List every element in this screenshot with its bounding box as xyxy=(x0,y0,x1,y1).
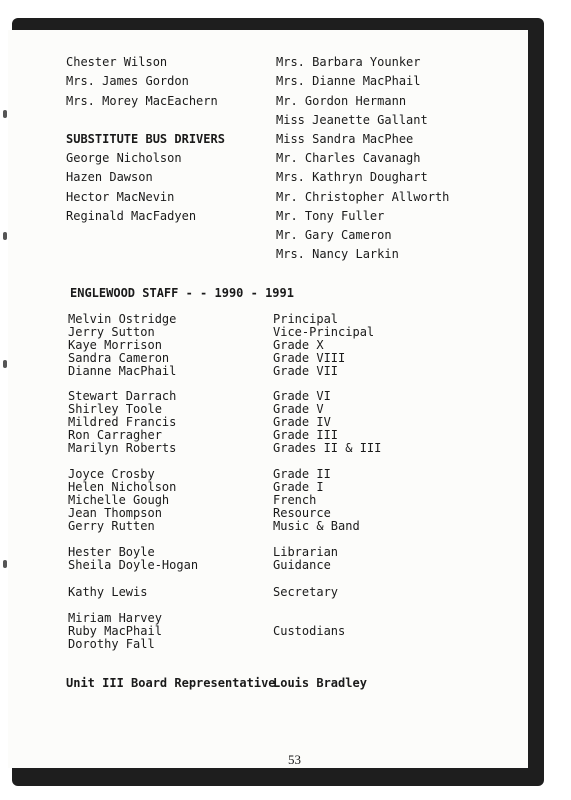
staff-role: Grade IV xyxy=(273,415,331,429)
right-column-name: Miss Sandra MacPhee xyxy=(276,132,414,146)
punch-hole xyxy=(3,110,7,118)
substitute-name: Hazen Dawson xyxy=(66,170,153,184)
staff-name: Gerry Rutten xyxy=(68,519,155,533)
punch-hole xyxy=(3,232,7,240)
staff-name: Shirley Toole xyxy=(68,402,162,416)
staff-name: Kathy Lewis xyxy=(68,585,148,599)
staff-role: Grade V xyxy=(273,402,324,416)
staff-name: Dorothy Fall xyxy=(68,637,155,651)
staff-name: Sheila Doyle-Hogan xyxy=(68,558,199,572)
board-rep-label: Unit III Board Representative xyxy=(66,676,276,690)
staff-name: Michelle Gough xyxy=(68,493,170,507)
staff-name: Joyce Crosby xyxy=(68,467,155,481)
staff-name: Ruby MacPhail xyxy=(68,624,162,638)
board-rep-name: Louis Bradley xyxy=(273,676,367,690)
staff-name: Marilyn Roberts xyxy=(68,441,177,455)
staff-role: Resource xyxy=(273,506,331,520)
staff-role: Grade VII xyxy=(273,364,339,378)
staff-heading: ENGLEWOOD STAFF - - 1990 - 1991 xyxy=(70,286,294,300)
right-column-name: Mrs. Dianne MacPhail xyxy=(276,74,421,88)
staff-role: French xyxy=(273,493,317,507)
staff-name: Dianne MacPhail xyxy=(68,364,177,378)
staff-name: Stewart Darrach xyxy=(68,389,177,403)
punch-hole xyxy=(3,560,7,568)
staff-role: Secretary xyxy=(273,585,339,599)
staff-role: Custodians xyxy=(273,624,346,638)
staff-role: Grade II xyxy=(273,467,331,481)
substitute-name: Reginald MacFadyen xyxy=(66,209,197,223)
staff-role: Grade VI xyxy=(273,389,331,403)
staff-role: Vice-Principal xyxy=(273,325,375,339)
right-column-name: Mrs. Kathryn Doughart xyxy=(276,170,428,184)
right-column-name: Mrs. Nancy Larkin xyxy=(276,247,399,261)
staff-name: Ron Carragher xyxy=(68,428,162,442)
staff-name: Jean Thompson xyxy=(68,506,162,520)
staff-role: Grades II & III xyxy=(273,441,382,455)
staff-role: Guidance xyxy=(273,558,331,572)
document-page xyxy=(8,30,528,768)
right-column-name: Mr. Tony Fuller xyxy=(276,209,385,223)
staff-name: Hester Boyle xyxy=(68,545,155,559)
substitute-name: Hector MacNevin xyxy=(66,190,175,204)
right-column-name: Mr. Gordon Hermann xyxy=(276,94,407,108)
substitute-heading: SUBSTITUTE BUS DRIVERS xyxy=(66,132,225,146)
staff-name: Melvin Ostridge xyxy=(68,312,177,326)
staff-role: Librarian xyxy=(273,545,339,559)
right-column-name: Miss Jeanette Gallant xyxy=(276,113,428,127)
staff-role: Grade X xyxy=(273,338,324,352)
staff-role: Grade VIII xyxy=(273,351,346,365)
staff-name: Mildred Francis xyxy=(68,415,177,429)
staff-name: Kaye Morrison xyxy=(68,338,162,352)
staff-name: Miriam Harvey xyxy=(68,611,162,625)
page-number: 53 xyxy=(288,752,301,767)
staff-role: Music & Band xyxy=(273,519,360,533)
staff-role: Principal xyxy=(273,312,339,326)
right-column-name: Mr. Gary Cameron xyxy=(276,228,392,242)
substitute-name: George Nicholson xyxy=(66,151,182,165)
staff-role: Grade I xyxy=(273,480,324,494)
staff-name: Jerry Sutton xyxy=(68,325,155,339)
right-column-name: Mr. Christopher Allworth xyxy=(276,190,450,204)
bus-driver-name: Mrs. Morey MacEachern xyxy=(66,94,218,108)
staff-name: Sandra Cameron xyxy=(68,351,170,365)
right-column-name: Mrs. Barbara Younker xyxy=(276,55,421,69)
right-column-name: Mr. Charles Cavanagh xyxy=(276,151,421,165)
staff-name: Helen Nicholson xyxy=(68,480,177,494)
bus-driver-name: Mrs. James Gordon xyxy=(66,74,189,88)
bus-driver-name: Chester Wilson xyxy=(66,55,168,69)
punch-hole xyxy=(3,360,7,368)
staff-role: Grade III xyxy=(273,428,339,442)
